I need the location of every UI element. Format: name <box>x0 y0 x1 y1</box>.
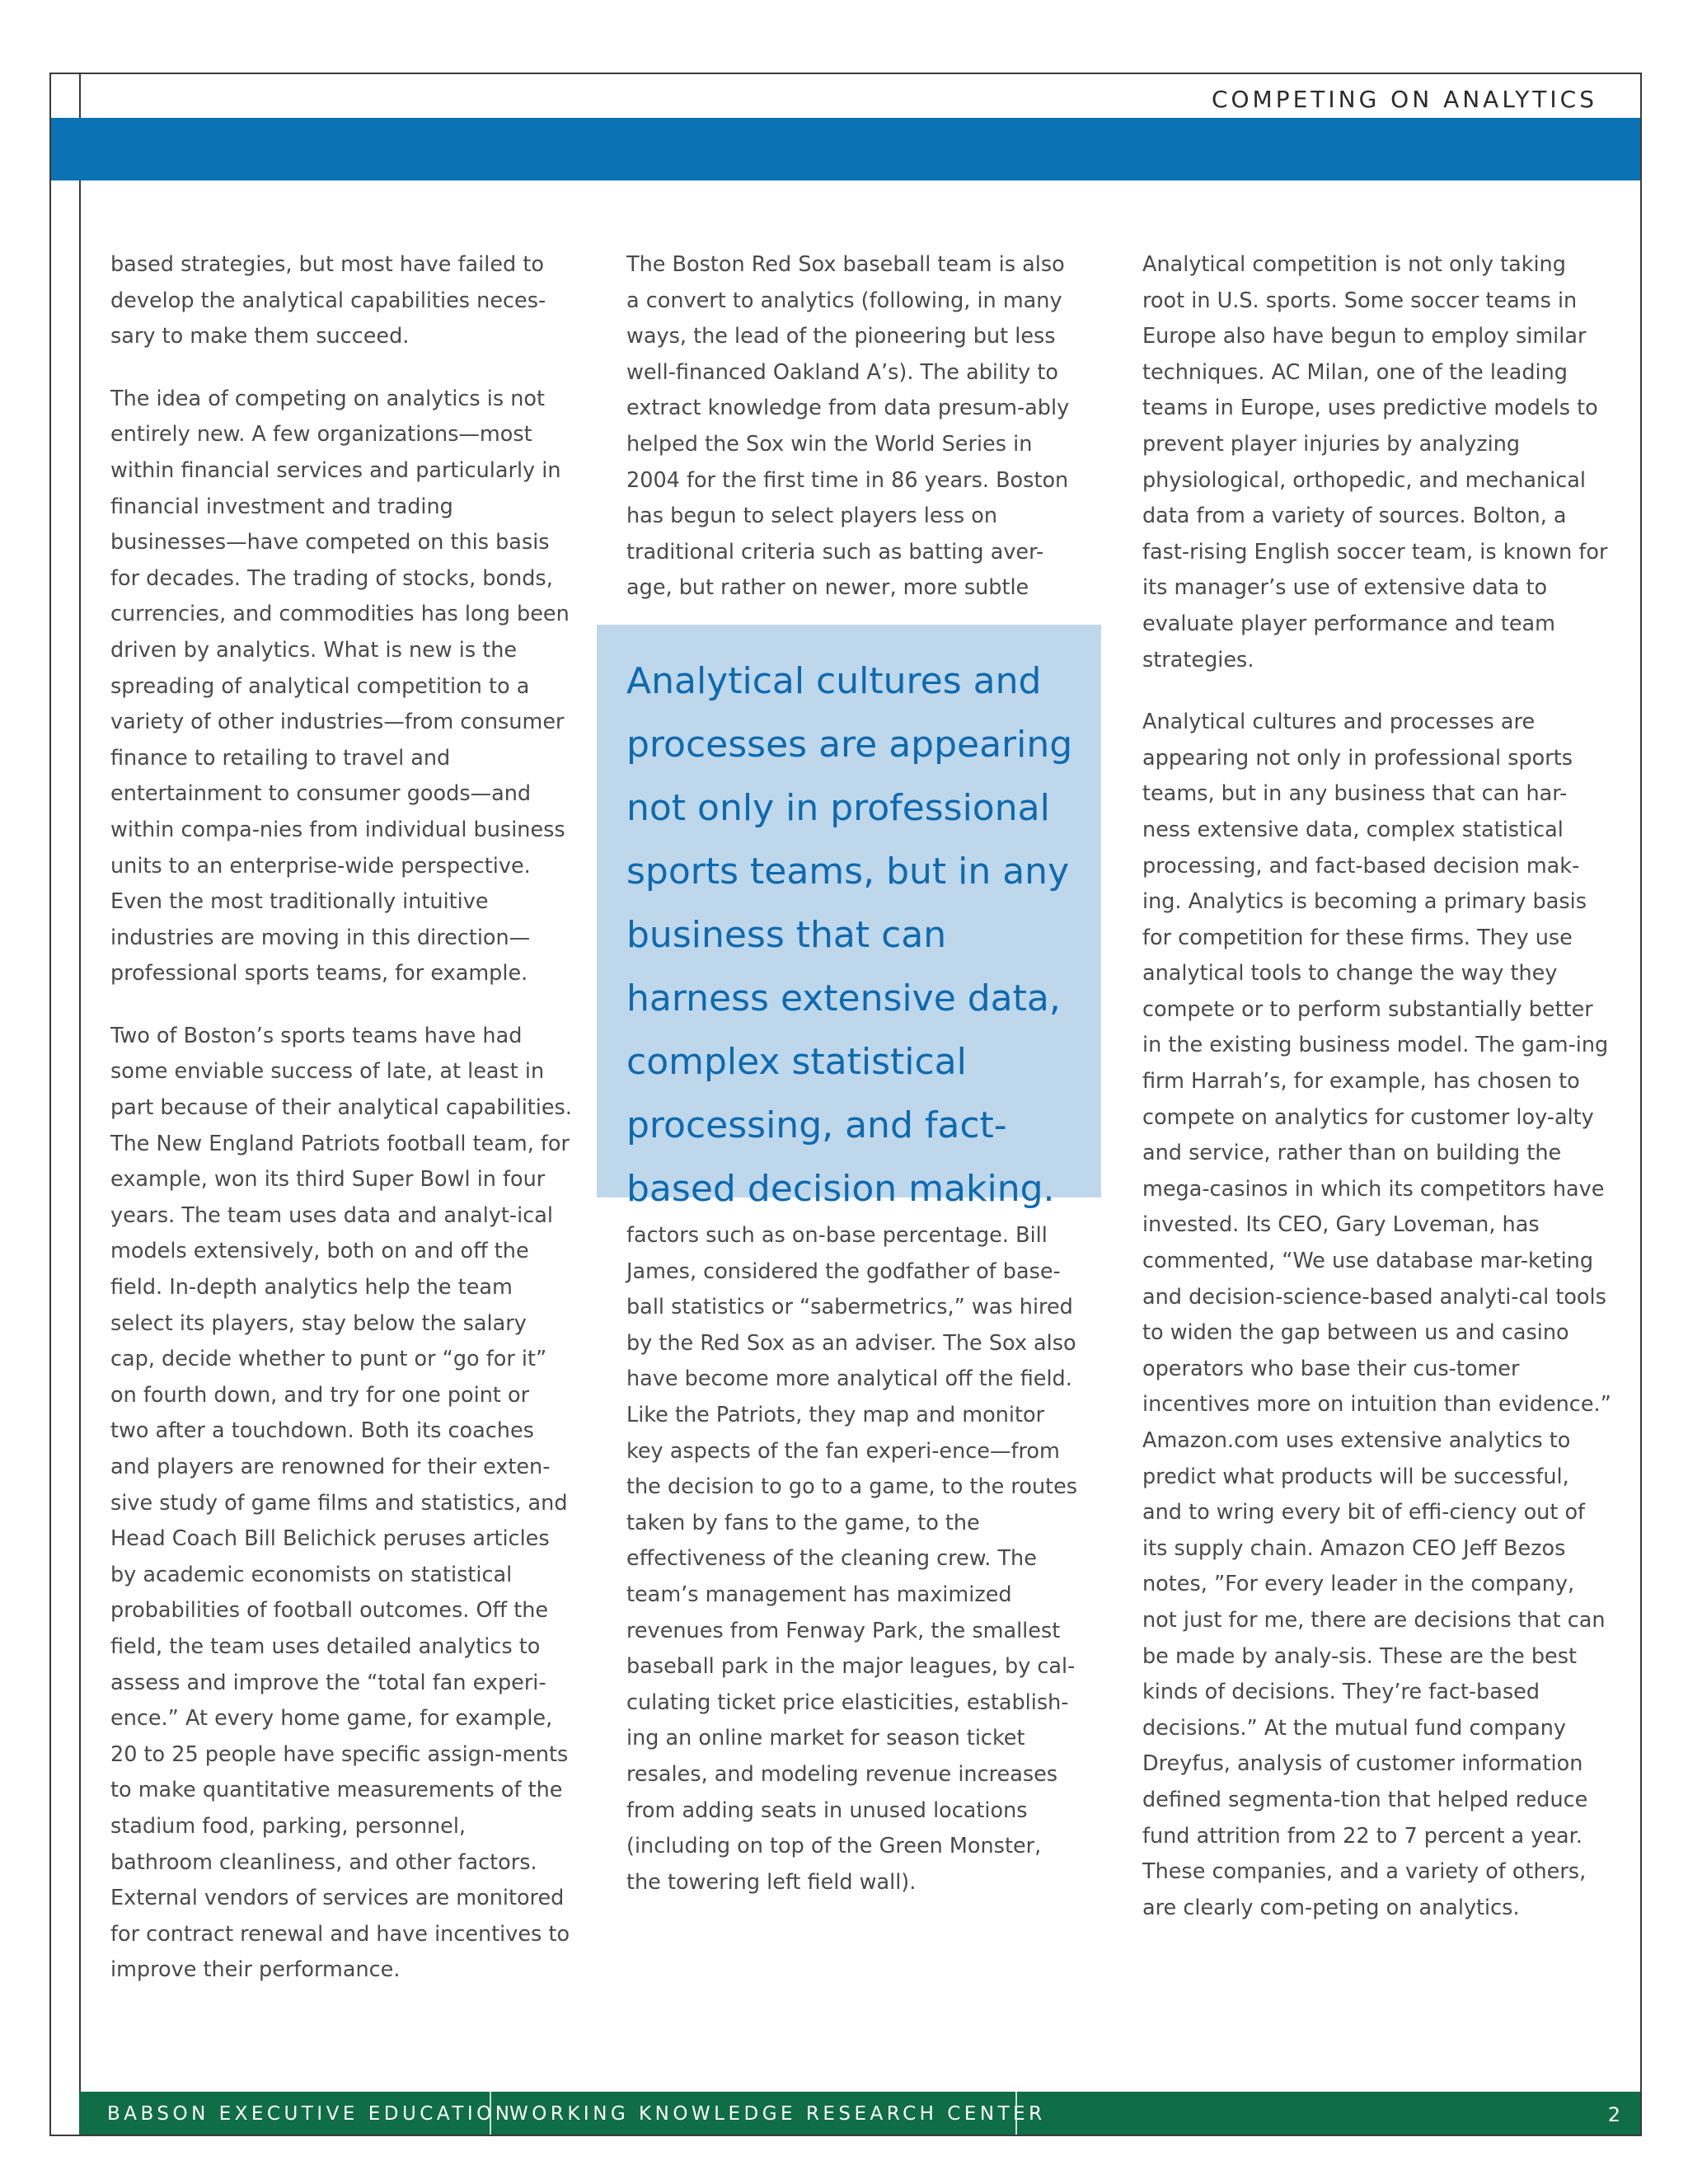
footer-publisher: BABSON EXECUTIVE EDUCATION <box>107 2103 513 2125</box>
paragraph: based strategies, but most have failed to develop the analytical capabilities neces-sary to make them succeed. <box>110 252 546 349</box>
paragraph: The Boston Red Sox baseball team is also a convert to analytics (following, in many ways, the lead of the pioneering but less well-financed Oakland A’s). The ability to extract knowledge from data presum-ably helped the Sox win the World Series in 2004 for the first time in 86 years. Boston has begun to select players less on traditional criteria such as batting aver-age, but rather on newer, more subtle <box>626 252 1070 601</box>
footer-center-name: WORKING KNOWLEDGE RESEARCH CENTER <box>509 2103 1046 2125</box>
column-3 <box>1142 247 1612 1952</box>
paragraph: Analytical competition is not only taking root in U.S. sports. Some soccer teams in Europe also have begun to employ similar techniques. AC Milan, one of the leading teams in Europe, uses predictive models to prevent player injuries by analyzing physiological, orthopedic, and mechanical data from a variety of sources. Bolton, a fast-rising English soccer team, is known for its manager’s use of extensive data to evaluate player performance and team strategies. <box>1142 252 1608 673</box>
paragraph: The idea of competing on analytics is not entirely new. A few organizations—most within financial services and particularly in financial investment and trading businesses—have competed on this basis for decades. The trading of stocks, bonds, currencies, and commodities has long been driven by analytics. What is new is the spreading of analytical competition to a variety of other industries—from consumer finance to retailing to travel and entertainment to consumer goods—and within compa-nies from individual business units to an enterprise-wide perspective. Even the most traditionally intuitive industries are moving in this direction—professional sports teams, for example. <box>110 386 570 987</box>
paragraph: Analytical cultures and processes are appearing not only in professional sports teams, but in any business that can har-ness extensive data, complex statistical processing, and fact-based decision mak-ing. Analytics is becoming a primary basis for competition for these firms. They use analytical tools to change the way they compete or to perform substantially better in the existing business model. The gam-ing firm Harrah’s, for example, has chosen to compete on analytics for customer loy-alty and service, rather than on building the mega-casinos in which its competitors have invested. Its CEO, Gary Loveman, has commented, “We use database mar-keting and decision-science-based analyti-cal tools to widen the gap between us and casino operators who base their cus-tomer incentives more on intuition than evidence.” Amazon.com uses extensive analytics to predict what products will be successful, and to wring every bit of effi-ciency out of its supply chain. Amazon CEO Jeff Bezos notes, ”For every leader in the company, not just for me, there are decisions that can be made by analy-sis. These are the best kinds of decisions. They’re fact-based decisions.” At the mutual fund company Dreyfus, analysis of customer information defined segmenta-tion that helped reduce fund attrition from 22 to 7 percent a year. These companies, and a variety of others, are clearly com-peting on analytics. <box>1142 710 1611 1920</box>
page-frame-right <box>1640 73 1642 2135</box>
running-header: COMPETING ON ANALYTICS <box>1211 86 1597 113</box>
margin-rule <box>79 73 81 2135</box>
pull-quote-text: Analytical cultures and processes are appearing not only in professional sports teams, but in any business that can harness extensive data, complex statistical processing, and fact-based decision making. <box>626 660 1073 1210</box>
paragraph: factors such as on-base percentage. Bill James, considered the godfather of base-ball statistics or “sabermetrics,” was hired by the Red Sox as an adviser. The Sox also have become more analytical off the field. Like the Patriots, they map and monitor key aspects of the fan experi-ence—from the decision to go to a game, to the routes taken by fans to the game, to the effectiveness of the cleaning crew. The team’s management has maximized revenues from Fenway Park, the smallest baseball park in the major leagues, by cal-culating ticket price elasticities, establish-ing an online market for season ticket resales, and modeling revenue increases from adding seats in unused locations (including on top of the Green Monster, the towering left field wall). <box>626 1223 1078 1895</box>
column-1 <box>110 247 572 2015</box>
page-number: 2 <box>1607 2103 1620 2126</box>
page-frame-top <box>49 73 1642 74</box>
pull-quote-box <box>597 625 1101 1210</box>
column-2-top <box>626 247 1080 633</box>
column-2-bottom <box>626 1218 1080 1900</box>
header-bar <box>51 118 1640 180</box>
page-frame-bottom <box>49 2135 1642 2136</box>
page-frame-left <box>49 73 51 2135</box>
paragraph: Two of Boston’s sports teams have had some enviable success of late, at least in part because of their analytical capabilities. The New England Patriots football team, for example, won its third Super Bowl in four years. The team uses data and analyt-ical models extensively, both on and off the field. In-depth analytics help the team select its players, stay below the salary cap, decide whether to punt or “go for it” on fourth down, and try for one point or two after a touchdown. Both its coaches and players are renowned for their exten-sive study of game films and statistics, and Head Coach Bill Belichick peruses articles by academic economists on statistical probabilities of football outcomes. Off the field, the team uses detailed analytics to assess and improve the “total fan experi-ence.” At every home game, for example, 20 to 25 people have specific assign-ments to make quantitative measurements of the stadium food, parking, personnel, bathroom cleanliness, and other factors. External vendors of services are monitored for contract renewal and have incentives to improve their performance. <box>110 1023 572 1983</box>
